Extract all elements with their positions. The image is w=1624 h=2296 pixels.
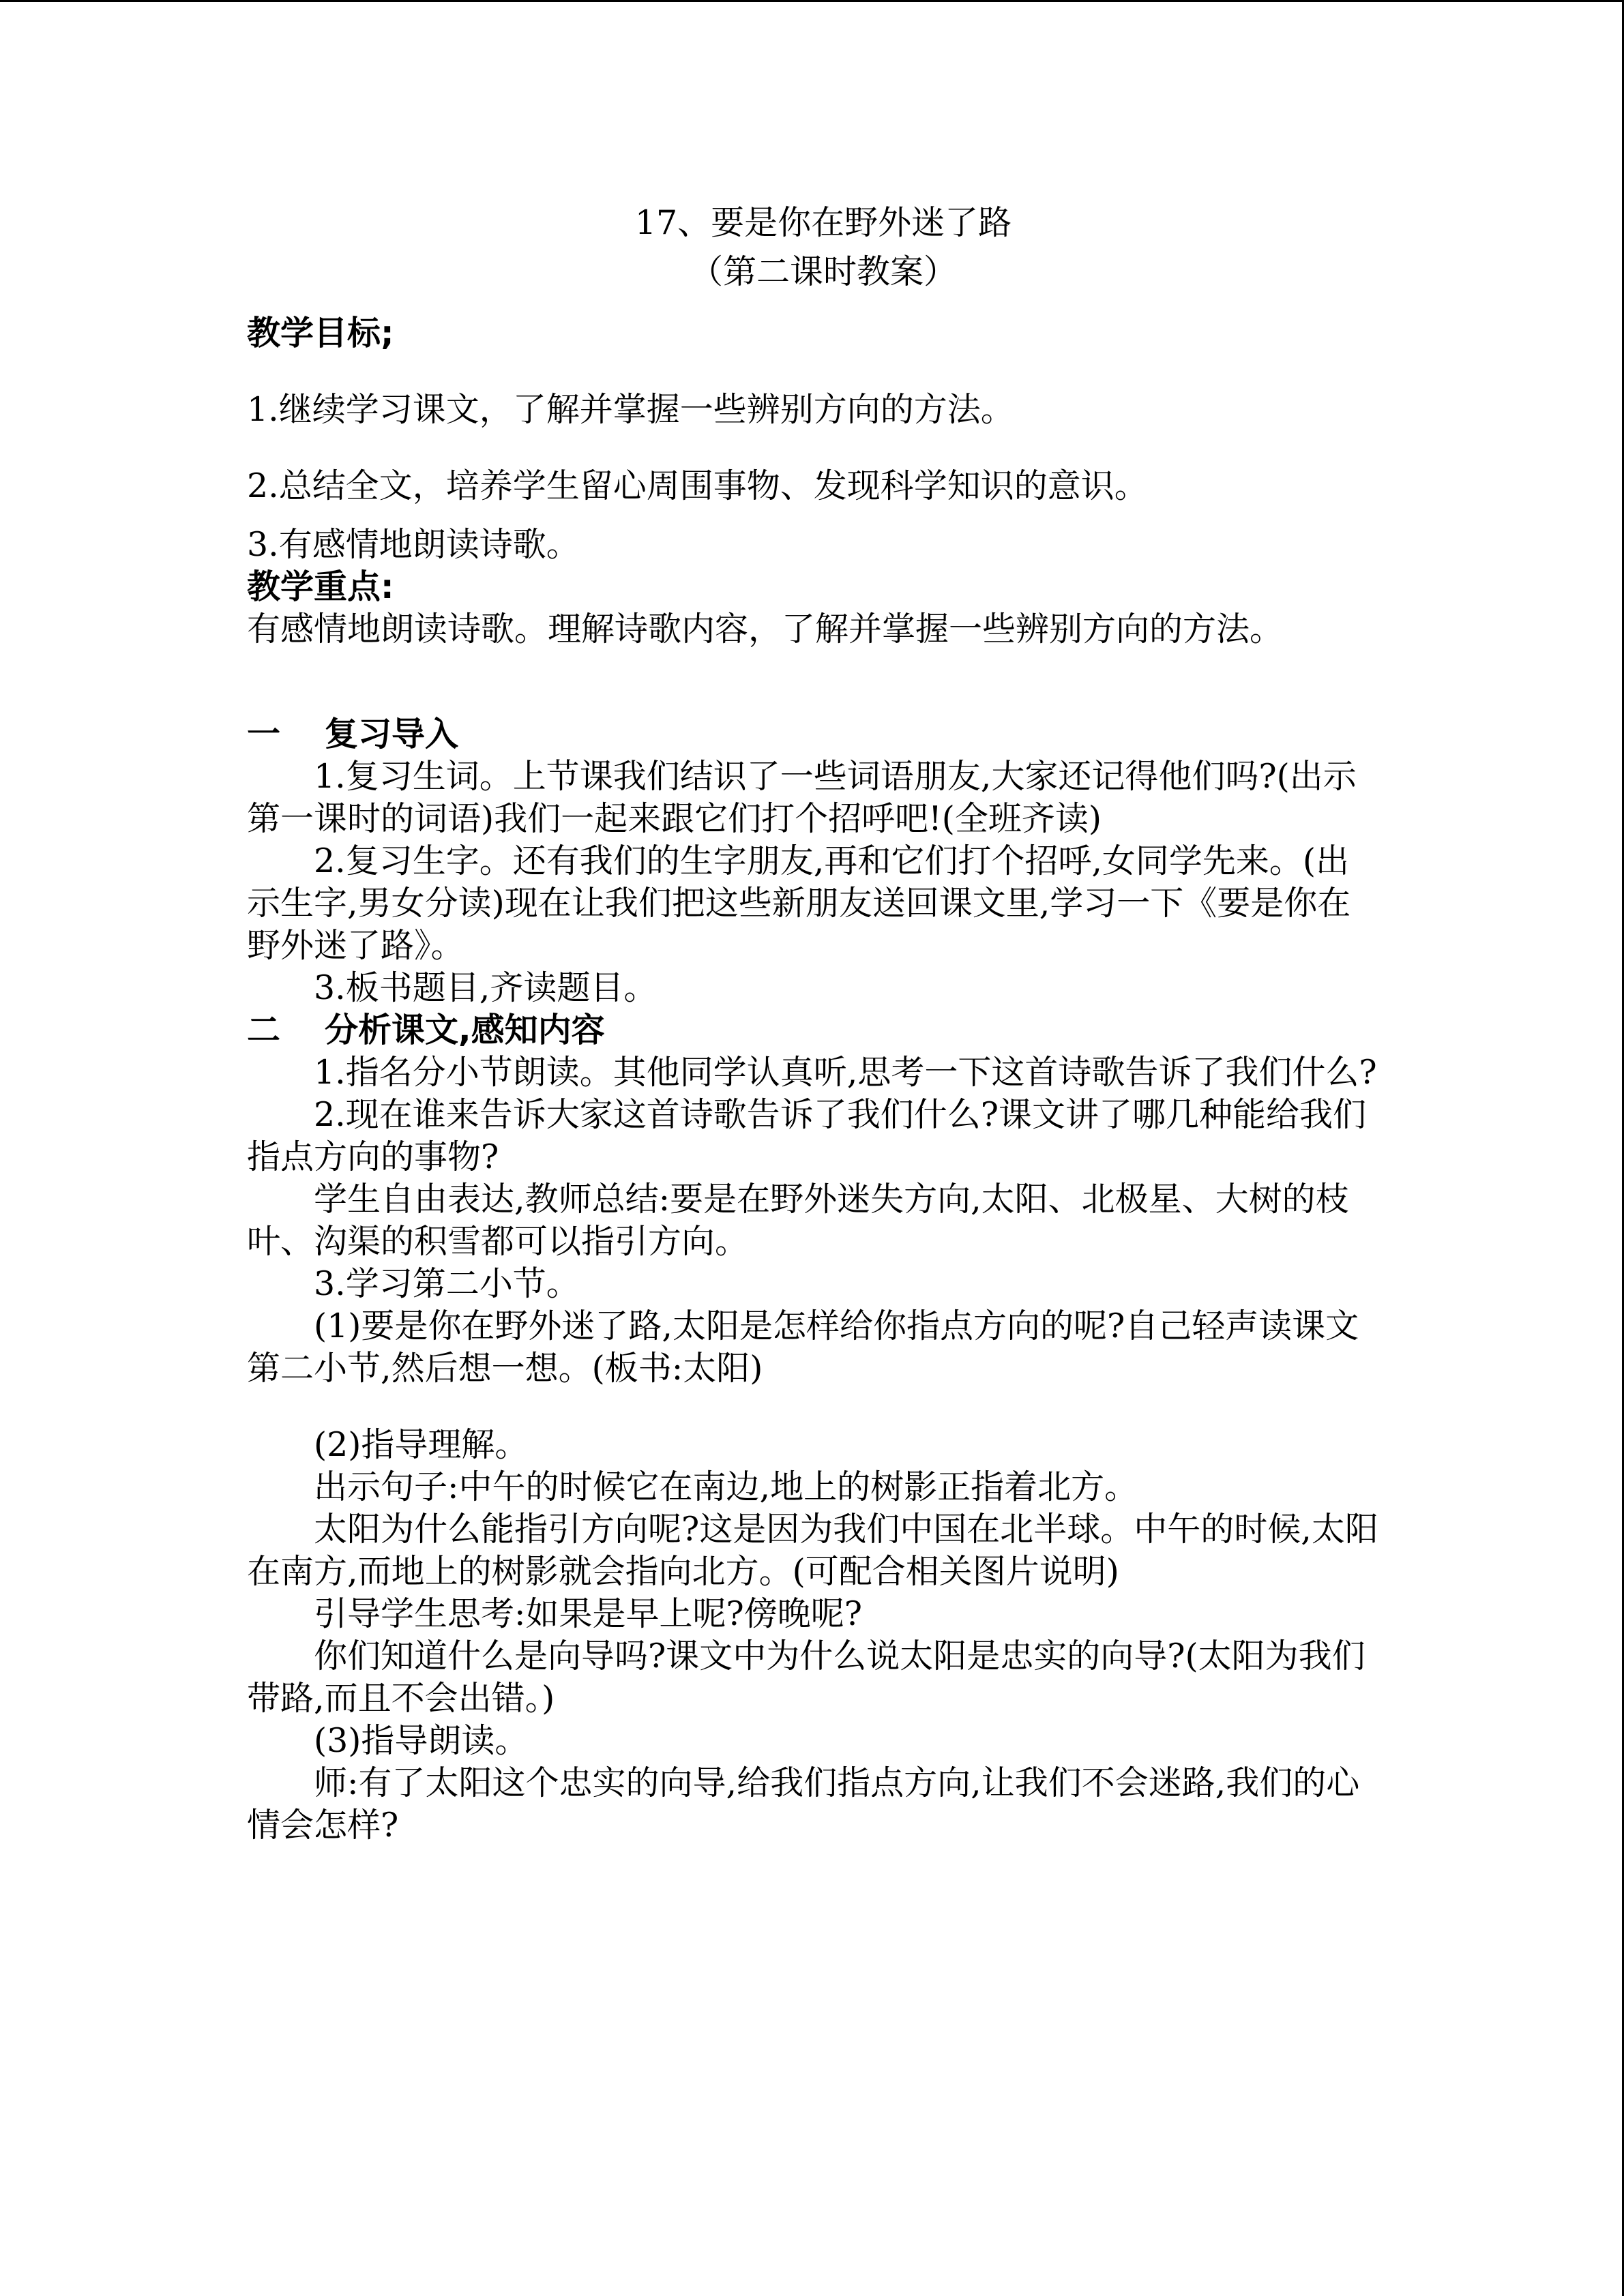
section-2-title: 分析课文,感知内容	[325, 1011, 605, 1049]
document-page	[247, 199, 1379, 1847]
section-2-paragraph: 师:有了太阳这个忠实的向导,给我们指点方向,让我们不会迷路,我们的心情会怎样?	[247, 1763, 1360, 1845]
section-1-paragraph: 3.板书题目,齐读题目。	[314, 968, 658, 1007]
section-2-heading	[247, 1009, 1379, 1052]
section-2-paragraph: 引导学生思考:如果是早上呢?傍晚呢?	[314, 1594, 863, 1633]
section-1-title: 复习导入	[325, 715, 459, 754]
top-border-line	[0, 0, 1624, 2]
section-2-paragraph: 你们知道什么是向导吗?课文中为什么说太阳是忠实的向导?(太阳为我们带路,而且不会出错。)	[247, 1637, 1365, 1718]
section-1-number: 一	[247, 715, 281, 754]
section-2-paragraph: (2)指导理解。	[314, 1425, 529, 1464]
section-2-paragraph: (1)要是你在野外迷了路,太阳是怎样给你指点方向的呢?自己轻声读课文第二小节,然后想一想。(板书:太阳)	[247, 1307, 1359, 1388]
section-1-paragraph: 2.复习生字。还有我们的生字朋友,再和它们打个招呼,女同学先来。(出示生字,男女分读)现在让我们把这些新朋友送回课文里,学习一下《要是你在野外迷了路》。	[247, 841, 1351, 965]
document-title: 17、要是你在野外迷了路	[634, 203, 1012, 242]
section-2-paragraph: 3.学习第二小节。	[314, 1264, 580, 1303]
focus-text: 有感情地朗读诗歌。理解诗歌内容，了解并掌握一些辨别方向的方法。	[247, 610, 1284, 648]
section-1-paragraph: 1.复习生词。上节课我们结识了一些词语朋友,大家还记得他们吗?(出示第一课时的词语)我们一起来跟它们打个招呼吧!(全班齐读)	[247, 757, 1357, 838]
goals-heading: 教学目标;	[247, 314, 394, 353]
section-2-paragraph: 2.现在谁来告诉大家这首诗歌告诉了我们什么?课文讲了哪几种能给我们指点方向的事物?	[247, 1095, 1367, 1176]
focus-heading: 教学重点:	[247, 567, 394, 606]
section-2-paragraph: 1.指名分小节朗读。其他同学认真听,思考一下这首诗歌告诉了我们什么?	[314, 1053, 1377, 1092]
goal-item-3: 3.有感情地朗读诗歌。	[247, 525, 580, 564]
section-2-paragraph: 学生自由表达,教师总结:要是在野外迷失方向,太阳、北极星、大树的枝叶、沟渠的积雪都可以指引方向。	[247, 1180, 1349, 1261]
section-2-paragraph: 出示句子:中午的时候它在南边,地上的树影正指着北方。	[314, 1467, 1138, 1506]
section-1-heading	[247, 713, 1379, 756]
section-2-number: 二	[247, 1011, 281, 1049]
section-2-paragraph: 太阳为什么能指引方向呢?这是因为我们中国在北半球。中午的时候,太阳在南方,而地上的树影就会指向北方。(可配合相关图片说明)	[247, 1510, 1378, 1591]
goal-item-1: 1.继续学习课文，了解并掌握一些辨别方向的方法。	[247, 390, 1014, 429]
goal-item-2: 2.总结全文，培养学生留心周围事物、发现科学知识的意识。	[247, 466, 1148, 505]
section-2-paragraph: (3)指导朗读。	[314, 1721, 529, 1760]
document-subtitle: （第二课时教案）	[689, 252, 957, 291]
